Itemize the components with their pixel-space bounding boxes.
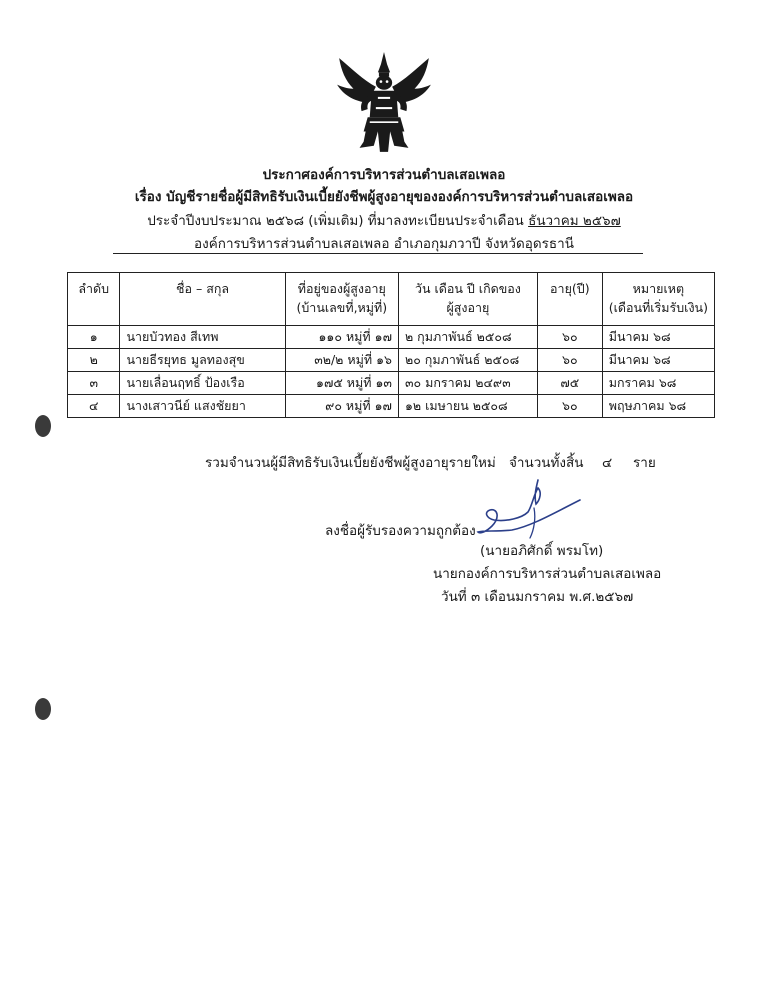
row-birthdate: ๓๐ มกราคม ๒๔๙๓ [398,372,537,395]
signer-position: นายกองค์การบริหารส่วนตำบลเสอเพลอ [433,566,662,582]
table-row [68,395,715,418]
row-name: นางเสาวนีย์ แสงชัยยา [120,395,285,418]
row-age: ๗๕ [537,372,602,395]
column-header-name: ชื่อ – สกุล [120,273,285,326]
organization-line: องค์การบริหารส่วนตำบลเสอเพลอ อำเภอกุมภวาปี จังหวัดอุดรธานี [194,236,574,252]
punch-hole [35,415,51,437]
fiscal-year-text: ประจำปีงบประมาณ ๒๕๖๘ (เพิ่มเติม) ที่มาลงทะเบียนประจำเดือน [147,213,529,229]
row-address: ๑๑๐ หมู่ที่ ๑๗ [285,326,398,349]
signer-name: (นายอภิศักดิ์ พรมโท) [480,543,604,559]
certify-label: ลงชื่อผู้รับรองความถูกต้อง [325,523,476,539]
beneficiary-table [67,272,715,418]
row-address: ๑๗๕ หมู่ที่ ๑๓ [285,372,398,395]
column-header-birthdate: วัน เดือน ปี เกิดของ ผู้สูงอายุ [398,273,537,326]
announcement-title: ประกาศองค์การบริหารส่วนตำบลเสอเพลอ [262,167,506,183]
row-index: ๑ [68,326,120,349]
row-birthdate: ๒ กุมภาพันธ์ ๒๕๐๘ [398,326,537,349]
row-birthdate: ๑๒ เมษายน ๒๕๐๘ [398,395,537,418]
certify-date: วันที่ ๓ เดือนมกราคม พ.ศ.๒๕๖๗ [441,589,634,605]
row-index: ๒ [68,349,120,372]
header-divider [113,253,643,254]
column-header-index: ลำดับ [68,273,120,326]
row-note: มีนาคม ๖๘ [602,326,714,349]
row-address: ๙๐ หมู่ที่ ๑๗ [285,395,398,418]
row-note: พฤษภาคม ๖๘ [602,395,714,418]
handwritten-signature [476,478,586,548]
punch-hole [35,698,51,720]
row-address: ๓๒/๒ หมู่ที่ ๑๖ [285,349,398,372]
subject-line: เรื่อง บัญชีรายชื่อผู้มีสิทธิรับเงินเบี้ยยังชีพผู้สูงอายุขององค์การบริหารส่วนตำบลเสอเพลอ [134,189,634,205]
row-age: ๖๐ [537,349,602,372]
summary-unit: ราย [633,455,656,471]
summary-total-value: ๔ [602,455,613,471]
column-header-note: หมายเหตุ (เดือนที่เริ่มรับเงิน) [602,273,714,326]
summary-total-label: จำนวนทั้งสิ้น [509,455,584,471]
summary-label: รวมจำนวนผู้มีสิทธิรับเงินเบี้ยยังชีพผู้สูงอายุรายใหม่ [205,455,496,471]
table-row [68,349,715,372]
row-index: ๓ [68,372,120,395]
row-index: ๔ [68,395,120,418]
table-header-row [68,273,715,326]
row-note: มกราคม ๖๘ [602,372,714,395]
row-name: นายบัวทอง สีเทพ [120,326,285,349]
row-age: ๖๐ [537,395,602,418]
row-name: นายธีรยุทธ มูลทองสุข [120,349,285,372]
registration-month: ธันวาคม ๒๕๖๗ [528,213,621,229]
column-header-age: อายุ(ปี) [537,273,602,326]
row-birthdate: ๒๐ กุมภาพันธ์ ๒๕๐๘ [398,349,537,372]
row-note: มีนาคม ๖๘ [602,349,714,372]
fiscal-year-line [0,209,768,231]
row-name: นายเลื่อนฤทธิ์ ป้องเรือ [120,372,285,395]
table-row [68,326,715,349]
column-header-address: ที่อยู่ของผู้สูงอายุ (บ้านเลขที่,หมู่ที่) [285,273,398,326]
table-row [68,372,715,395]
garuda-emblem-icon [333,50,435,156]
row-age: ๖๐ [537,326,602,349]
